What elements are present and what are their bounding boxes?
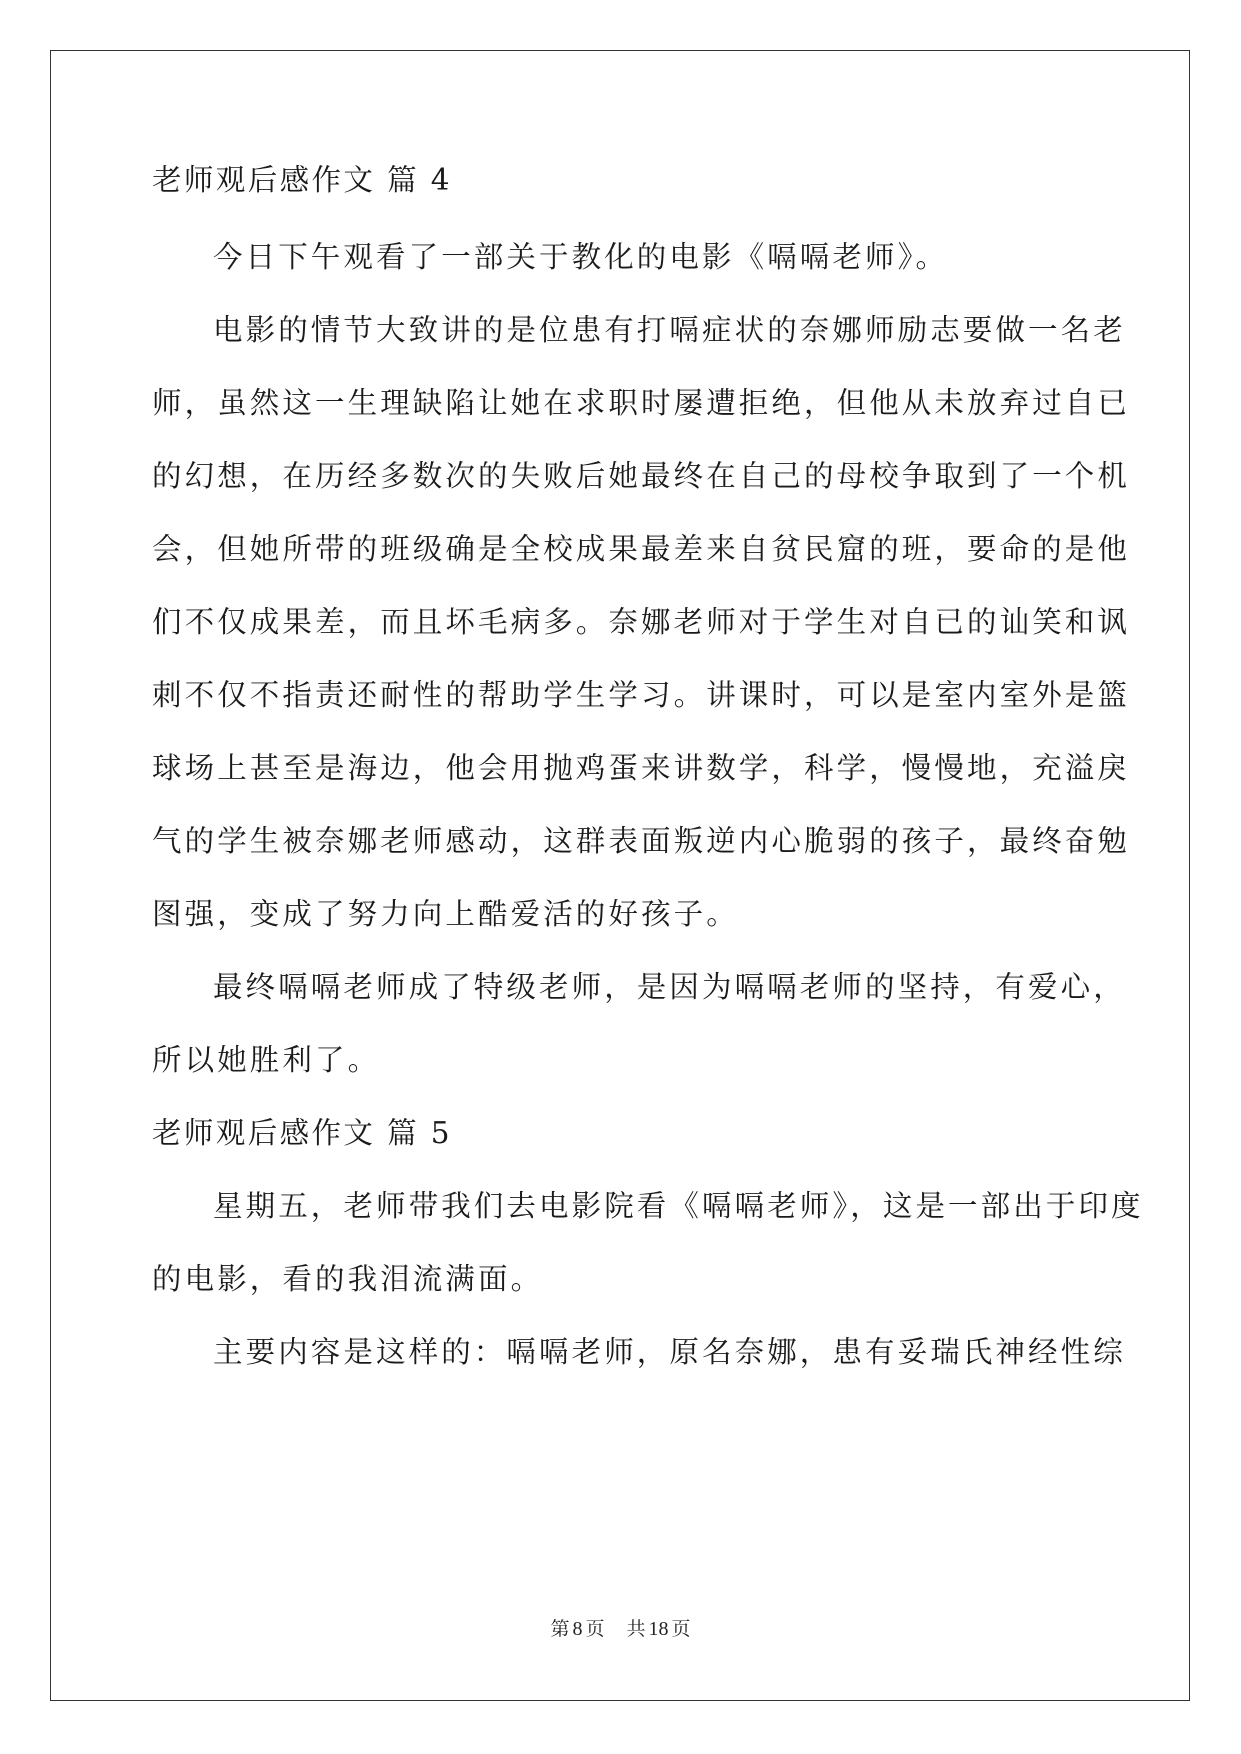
paragraph-line: 电影的情节大致讲的是位患有打嗝症状的奈娜师励志要做一名老 (213, 313, 1126, 347)
section-heading: 老师观后感作文 篇 5 (152, 1116, 452, 1150)
total-pages: 18 (648, 1618, 669, 1640)
paragraph-line: 师，虽然这一生理缺陷让她在求职时屡遭拒绝，但他从未放弃过自已 (152, 386, 1131, 420)
footer-page-suffix: 页 (585, 1618, 605, 1640)
paragraph-line: 的幻想，在历经多数次的失败后她最终在自己的母校争取到了一个机 (152, 459, 1131, 493)
page-number: 8 (572, 1618, 583, 1640)
page-border (50, 50, 1190, 1701)
footer-total-prefix: 共 (626, 1618, 646, 1640)
paragraph-line: 今日下午观看了一部关于教化的电影《嗝嗝老师》。 (213, 240, 949, 274)
paragraph-line: 刺不仅不指责还耐性的帮助学生学习。讲课时，可以是室内室外是篮 (152, 678, 1131, 712)
paragraph-line: 所以她胜利了。 (152, 1043, 381, 1077)
paragraph-line: 图强，变成了努力向上酷爱活的好孩子。 (152, 897, 739, 931)
paragraph-line: 最终嗝嗝老师成了特级老师，是因为嗝嗝老师的坚持，有爱心， (213, 970, 1126, 1004)
paragraph-line: 主要内容是这样的：嗝嗝老师，原名奈娜，患有妥瑞氏神经性综 (213, 1335, 1126, 1369)
paragraph-line: 们不仅成果差，而且坏毛病多。奈娜老师对于学生对自已的讪笑和讽 (152, 605, 1131, 639)
section-heading: 老师观后感作文 篇 4 (152, 163, 452, 197)
paragraph-line: 的电影，看的我泪流满面。 (152, 1262, 544, 1296)
footer-prefix: 第 (550, 1618, 570, 1640)
page-footer (0, 1617, 1241, 1641)
paragraph-line: 星期五，老师带我们去电影院看《嗝嗝老师》，这是一部出于印度 (213, 1189, 1144, 1223)
paragraph-line: 气的学生被奈娜老师感动，这群表面叛逆内心脆弱的孩子，最终奋勉 (152, 824, 1131, 858)
paragraph-line: 会，但她所带的班级确是全校成果最差来自贫民窟的班，要命的是他 (152, 532, 1131, 566)
paragraph-line: 球场上甚至是海边，他会用抛鸡蛋来讲数学，科学，慢慢地，充溢戾 (152, 751, 1131, 785)
footer-total-suffix: 页 (671, 1618, 691, 1640)
